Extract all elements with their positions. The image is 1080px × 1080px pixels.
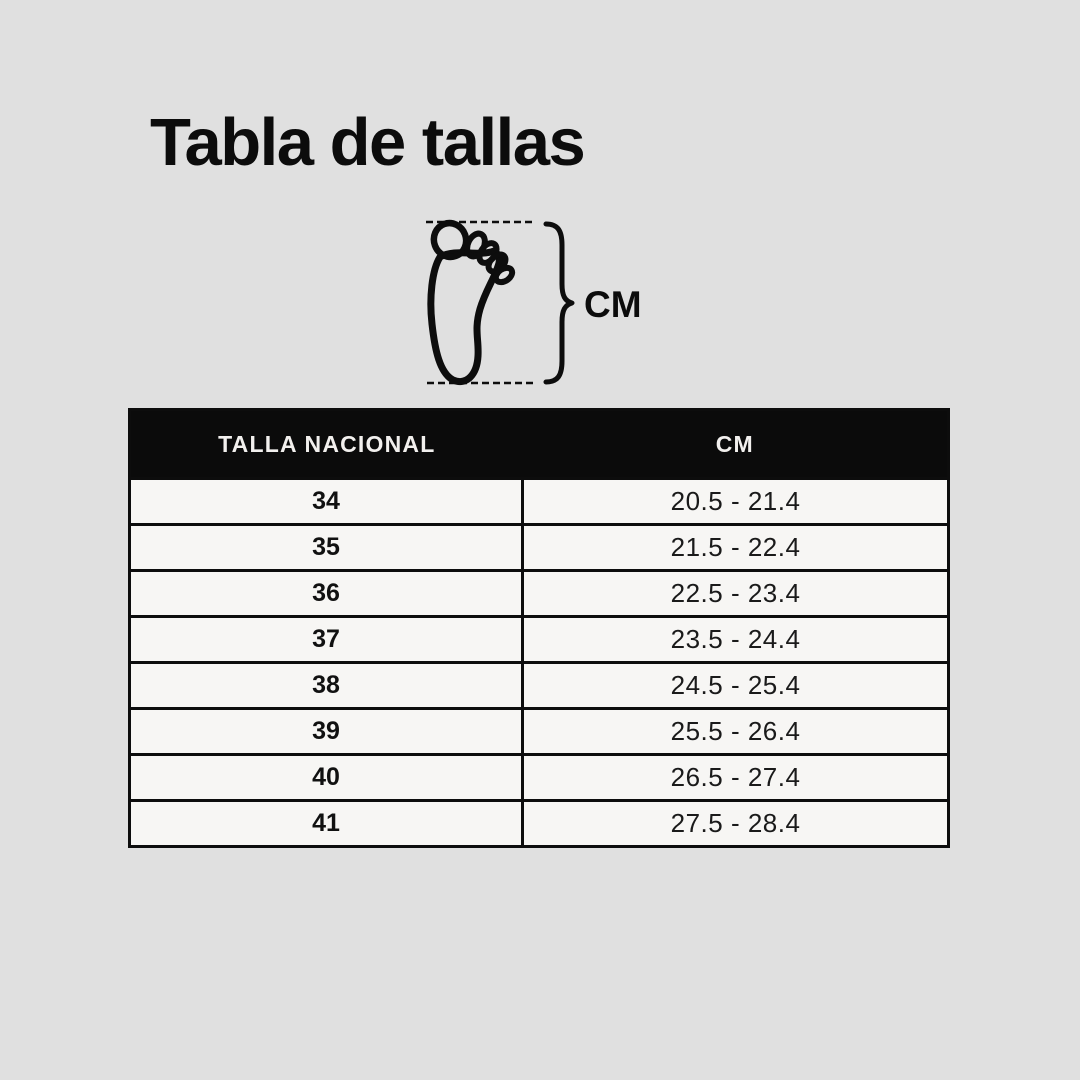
measure-unit-label: CM — [584, 284, 642, 325]
cm-range-cell: 26.5 - 27.4 — [523, 755, 949, 801]
talla-nacional-cell: 39 — [130, 709, 523, 755]
table-row — [130, 571, 949, 617]
foot-diagram-svg — [408, 203, 680, 403]
table-row — [130, 709, 949, 755]
page-title: Tabla de tallas — [150, 105, 585, 180]
cm-range-cell: 23.5 - 24.4 — [523, 617, 949, 663]
talla-nacional-cell: 35 — [130, 525, 523, 571]
table-row — [130, 755, 949, 801]
talla-nacional-cell: 36 — [130, 571, 523, 617]
talla-nacional-cell: 40 — [130, 755, 523, 801]
cm-range-cell: 27.5 - 28.4 — [523, 801, 949, 847]
table-row — [130, 479, 949, 525]
foot-measurement-illustration — [408, 203, 680, 403]
table-row — [130, 525, 949, 571]
column-header-cm: CM — [523, 410, 949, 479]
curly-brace-icon — [546, 224, 572, 382]
talla-nacional-cell: 41 — [130, 801, 523, 847]
table-header-row — [130, 410, 949, 479]
table-row — [130, 801, 949, 847]
cm-range-cell: 20.5 - 21.4 — [523, 479, 949, 525]
cm-range-cell: 24.5 - 25.4 — [523, 663, 949, 709]
foot-sole-icon — [429, 219, 515, 382]
talla-nacional-cell: 34 — [130, 479, 523, 525]
size-table-body — [130, 479, 949, 847]
cm-range-cell: 22.5 - 23.4 — [523, 571, 949, 617]
table-row — [130, 663, 949, 709]
size-table — [128, 408, 950, 848]
cm-range-cell: 25.5 - 26.4 — [523, 709, 949, 755]
cm-range-cell: 21.5 - 22.4 — [523, 525, 949, 571]
talla-nacional-cell: 38 — [130, 663, 523, 709]
talla-nacional-cell: 37 — [130, 617, 523, 663]
table-row — [130, 617, 949, 663]
column-header-talla-nacional: TALLA NACIONAL — [130, 410, 523, 479]
